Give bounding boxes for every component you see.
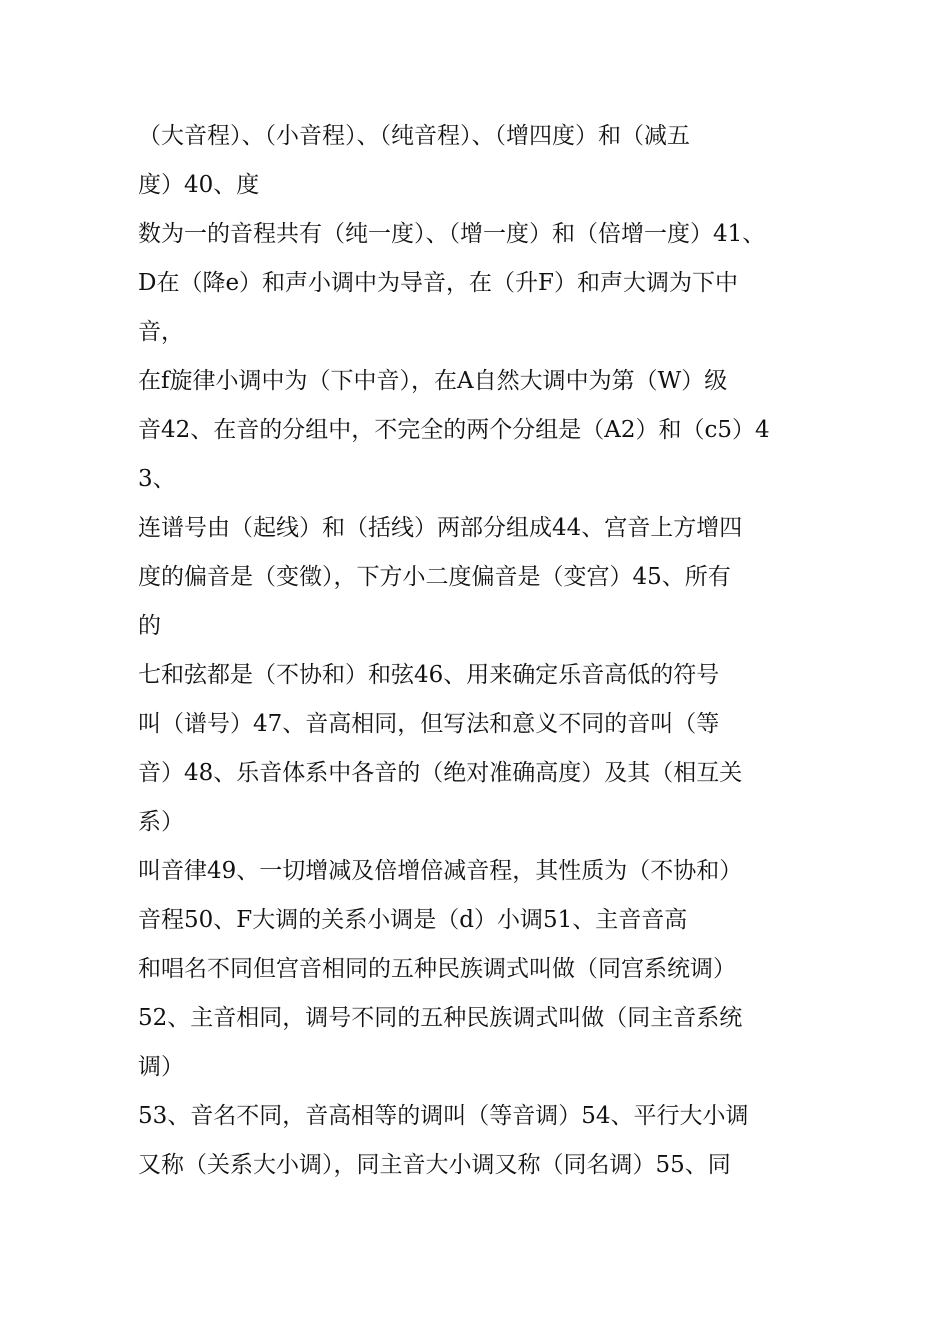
text-line: 音， <box>138 319 184 345</box>
text-line: D在（降e）和声小调中为导音，在（升F）和声大调为下中 <box>138 270 739 296</box>
text-line: 52、主音相同，调号不同的五种民族调式叫做（同主音系统 <box>138 1005 743 1031</box>
text-line: 音程50、F大调的关系小调是（d）小调51、主音音高 <box>138 907 688 933</box>
text-line: 叫（谱号）47、音高相同，但写法和意义不同的音叫（等 <box>138 711 720 737</box>
text-line: （大音程）、（小音程）、（纯音程）、（增四度）和（减五 <box>138 123 690 149</box>
text-line: 在f旋律小调中为（下中音），在A自然大调中为第（W）级 <box>138 368 728 394</box>
text-line: 叫音律49、一切增减及倍增倍减音程，其性质为（不协和） <box>138 858 743 884</box>
text-line: 的 <box>138 613 161 639</box>
text-line: 又称（关系大小调），同主音大小调又称（同名调）55、同 <box>138 1152 731 1178</box>
text-line: 音42、在音的分组中，不完全的两个分组是（A2）和（c5）4 <box>138 417 770 443</box>
text-line: 和唱名不同但宫音相同的五种民族调式叫做（同宫系统调） <box>138 956 736 982</box>
text-line: 音）48、乐音体系中各音的（绝对准确高度）及其（相互关 <box>138 760 743 786</box>
text-line: 3、 <box>138 466 176 492</box>
text-line: 度的偏音是（变徵），下方小二度偏音是（变宫）45、所有 <box>138 564 731 590</box>
text-line: 连谱号由（起线）和（括线）两部分组成44、宫音上方增四 <box>138 515 743 541</box>
text-line: 调） <box>138 1054 184 1080</box>
document-body-text <box>138 112 858 1190</box>
text-line: 系） <box>138 809 184 835</box>
text-line: 度）40、度 <box>138 172 260 198</box>
text-line: 七和弦都是（不协和）和弦46、用来确定乐音高低的符号 <box>138 662 720 688</box>
text-line: 53、音名不同，音高相等的调叫（等音调）54、平行大小调 <box>138 1103 749 1129</box>
text-line: 数为一的音程共有（纯一度）、（增一度）和（倍增一度）41、 <box>138 221 766 247</box>
